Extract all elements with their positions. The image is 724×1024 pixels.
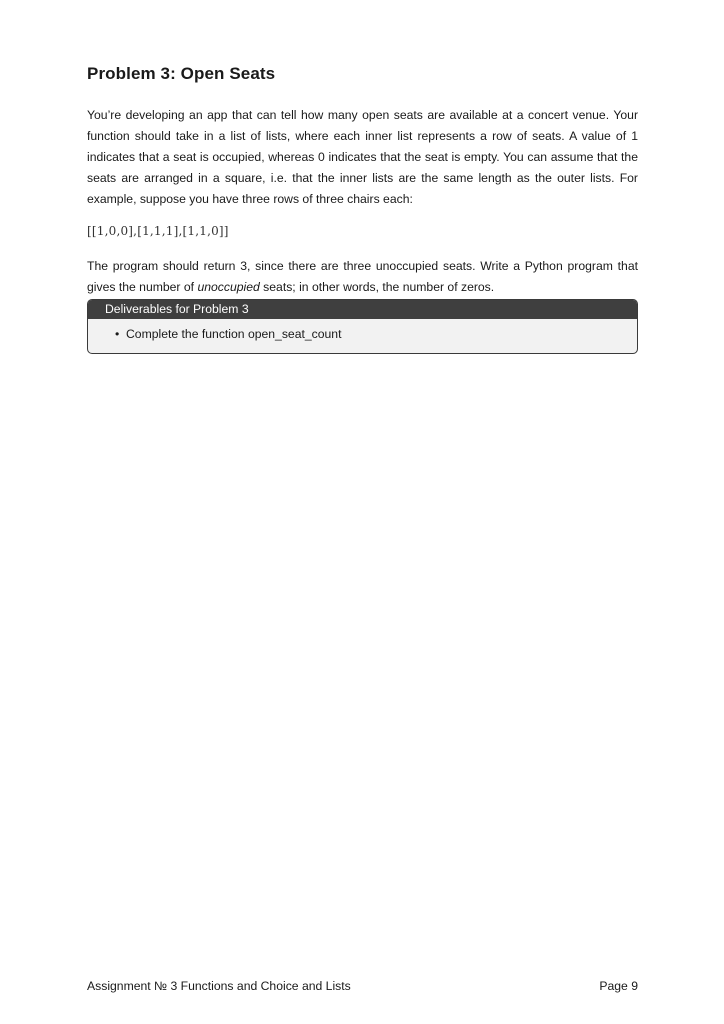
document-page — [87, 0, 638, 1024]
problem-title: Problem 3: Open Seats — [87, 64, 276, 83]
expected-output-description — [87, 256, 638, 298]
deliverables-list — [88, 325, 637, 343]
deliverables-box — [87, 299, 638, 354]
bullet-icon: • — [115, 327, 120, 341]
problem-description: You’re developing an app that can tell how many open seats are available at a concert venue. Your function should take in a list of lists, where each inner list represents a row of seats. A value of 1 indicates that a seat is occupied, whereas 0 indicates that the seat is empty. You can assume that the seats are arranged in a square, i.e. that the inner lists are the same length as the outer lists. For example, suppose you have three rows of three chairs each: — [87, 108, 638, 206]
footer-assignment-title: Assignment № 3 Functions and Choice and Lists — [87, 979, 351, 993]
deliverable-item — [115, 325, 637, 343]
example-seat-list: [[1,0,0],[1,1,1],[1,1,0]] — [87, 224, 229, 238]
deliverable-text: Complete the function open_seat_count — [126, 327, 342, 341]
footer-page-number: Page 9 — [599, 979, 638, 993]
expected-output-text: The program should return 3, since there are three unoccupied seats. Write a Python program that gives the number of — [87, 259, 638, 294]
emphasis-unoccupied: unoccupied — [197, 280, 260, 294]
expected-output-text-end: seats; in other words, the number of zeros. — [259, 280, 495, 294]
deliverables-title: Deliverables for Problem 3 — [88, 300, 637, 319]
